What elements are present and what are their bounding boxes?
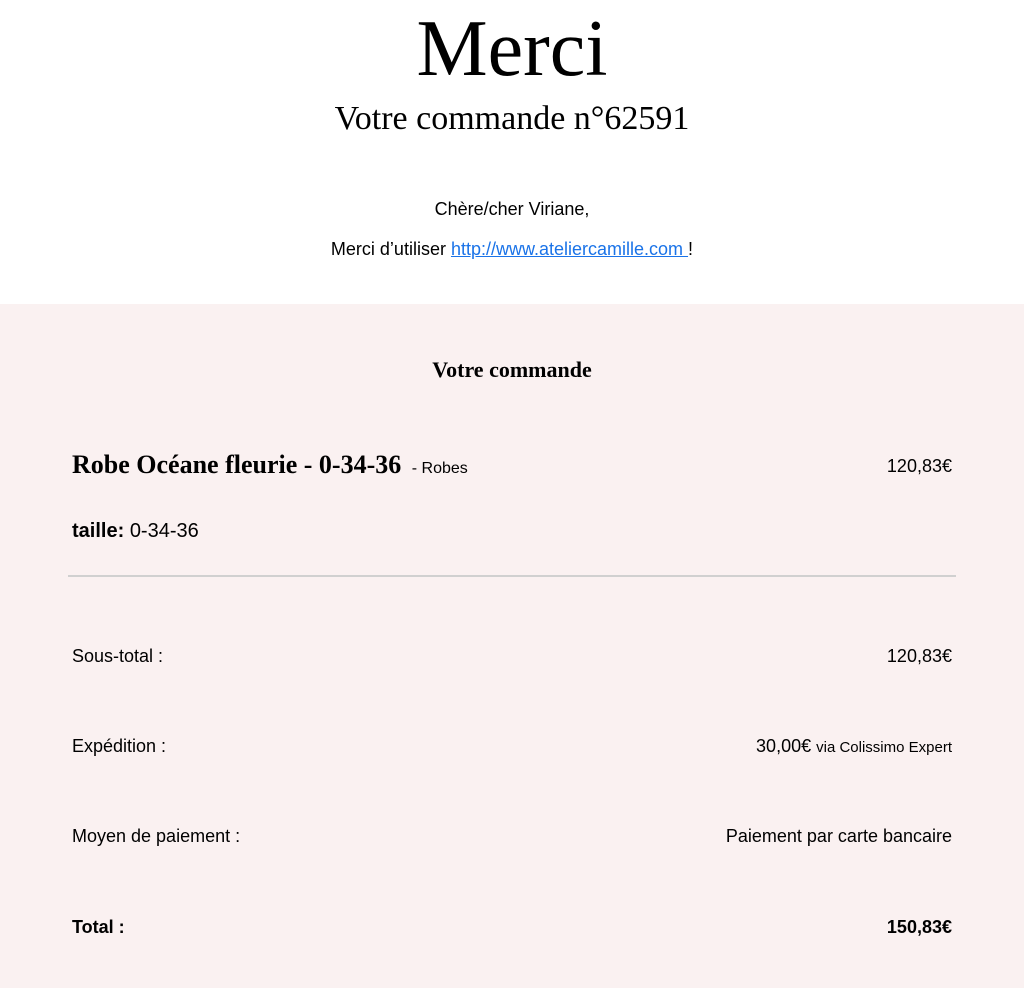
shipping-row <box>72 733 952 759</box>
order-number-heading: Votre commande n°62591 <box>334 100 690 137</box>
confirmation-header <box>0 0 1024 304</box>
product-price: 120,83€ <box>886 456 952 476</box>
total-value: 150,83€ <box>886 917 952 937</box>
product-category: - Robes <box>411 460 468 477</box>
subtotal-value: 120,83€ <box>886 646 952 666</box>
subtotal-row <box>72 643 952 669</box>
payment-label: Moyen de paiement : <box>72 826 241 846</box>
thanks-suffix: ! <box>688 239 694 259</box>
order-details-section <box>0 304 1024 988</box>
shipping-value: 30,00€ <box>756 736 812 756</box>
shipping-value-group <box>756 733 952 761</box>
website-link[interactable]: http://www.ateliercamille.com <box>450 239 689 259</box>
divider <box>68 575 956 577</box>
thanks-line <box>0 237 1024 261</box>
order-section-title: Votre commande <box>432 357 592 382</box>
payment-value: Paiement par carte bancaire <box>725 826 952 846</box>
size-value: 0-34-36 <box>129 520 199 542</box>
product-name-line <box>72 448 468 486</box>
product-size-row <box>72 518 199 544</box>
greeting-text: Chère/cher Viriane, <box>434 199 590 219</box>
shipping-method: via Colissimo Expert <box>816 739 952 756</box>
total-label: Total : <box>72 917 125 937</box>
thanks-prefix: Merci d’utiliser <box>330 239 446 259</box>
page-title: Merci <box>416 5 608 93</box>
size-label: taille: <box>72 520 125 542</box>
product-name: Robe Océane fleurie - 0-34-36 <box>72 450 402 479</box>
subtotal-label: Sous-total : <box>72 646 164 666</box>
order-item-row <box>72 448 952 484</box>
total-row <box>72 914 952 940</box>
payment-row <box>72 823 952 849</box>
shipping-label: Expédition : <box>72 736 167 756</box>
